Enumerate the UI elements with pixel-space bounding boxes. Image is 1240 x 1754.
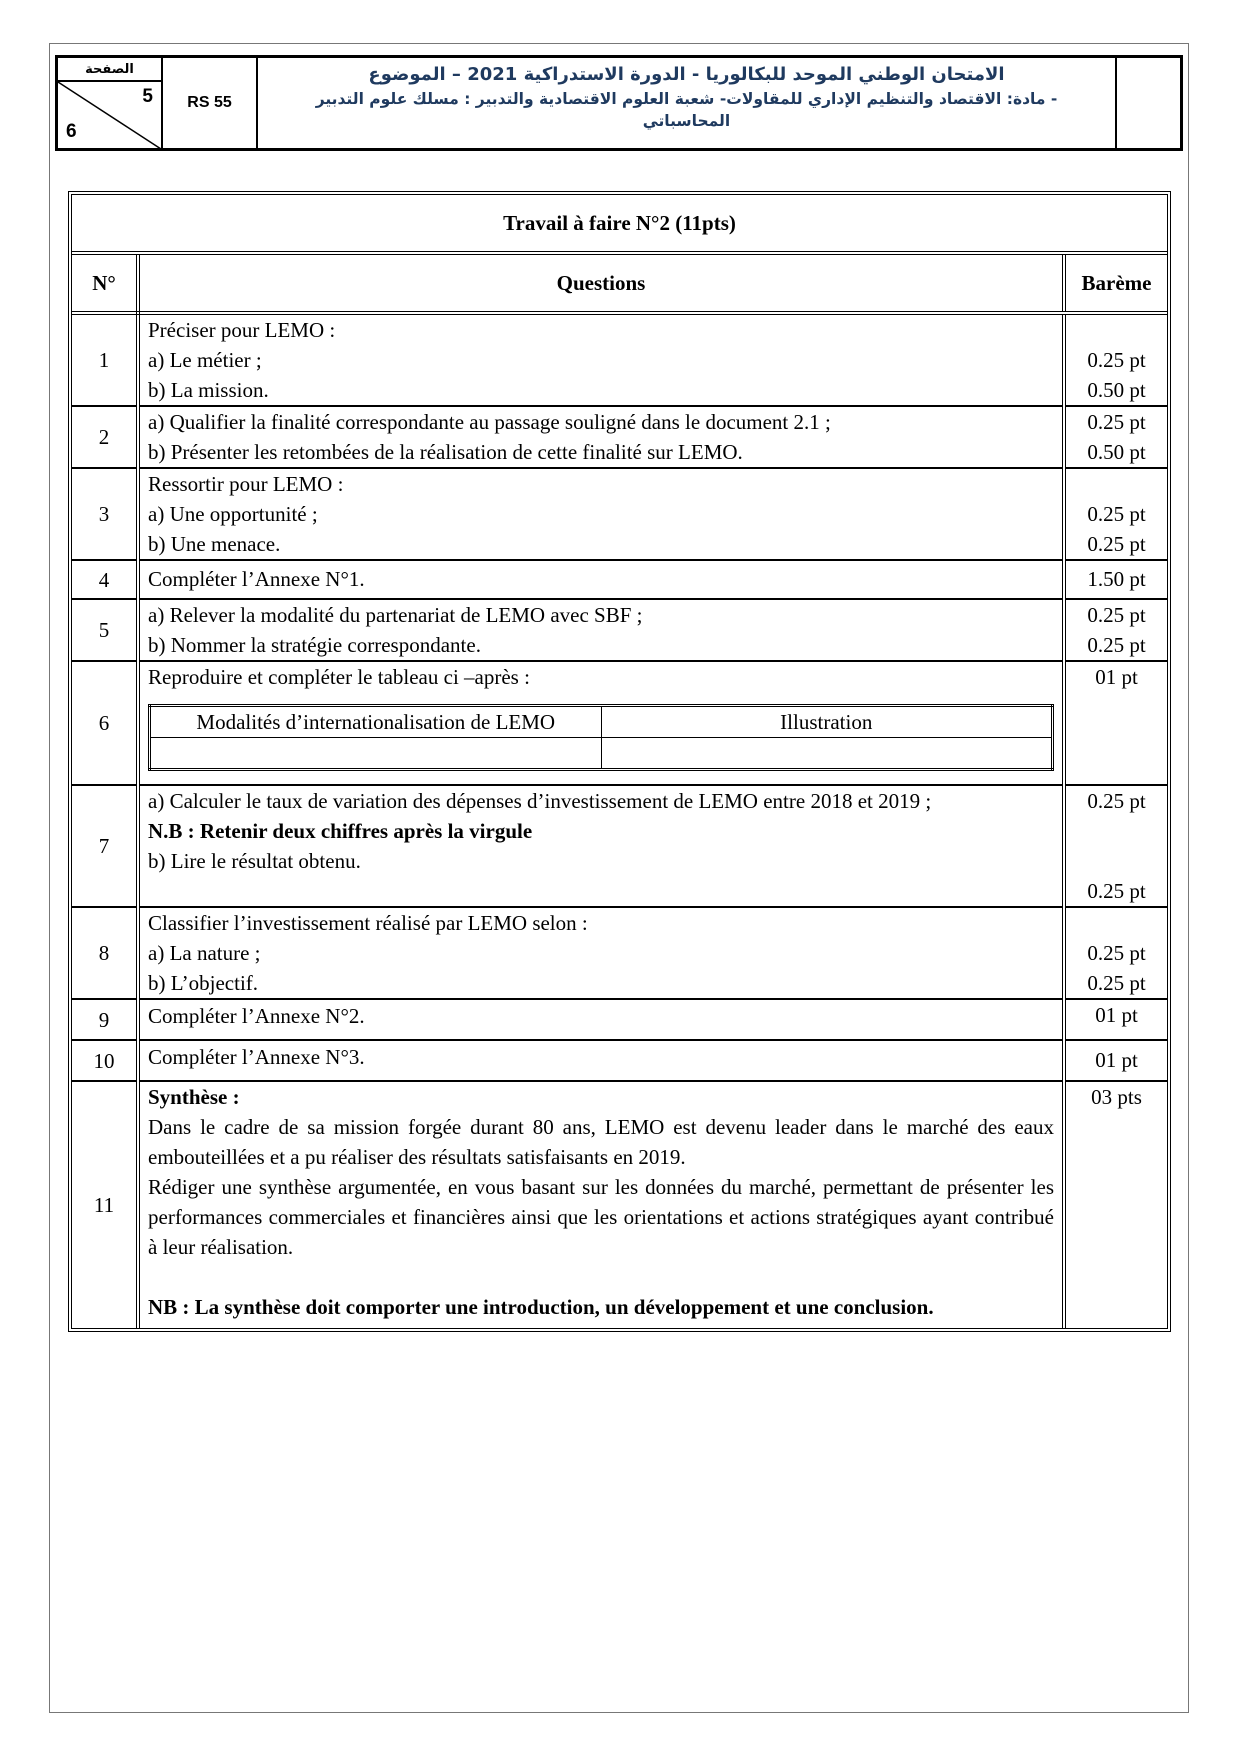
question-line: Compléter l’Annexe N°2. [148,1004,365,1028]
points-b: 0.25 pt [1087,633,1146,657]
exam-title [258,58,1117,148]
question-part-b: b) Nommer la stratégie correspondante. [148,633,481,657]
points: 01 pt [1095,665,1138,689]
points-a: 0.25 pt [1087,502,1146,526]
question-number: 11 [72,1081,138,1328]
question-number: 2 [72,406,138,468]
page-total: 6 [66,121,77,142]
synthesis-title: Synthèse : [148,1085,240,1109]
synthesis-instruction: Rédiger une synthèse argumentée, en vous basant sur les données du marché, permettant de présenter les performances commerciales et financières ainsi que les orientations et actions stratégiques ayant contribué à leur réalisation. [148,1175,1054,1259]
points-a: 0.25 pt [1087,348,1146,372]
points-b: 0.25 pt [1087,879,1146,903]
question-line: Compléter l’Annexe N°3. [148,1045,365,1069]
table-title: Travail à faire N°2 (11pts) [72,195,1167,255]
table-row [72,661,1167,785]
question-line: Compléter l’Annexe N°1. [148,567,365,591]
question-number: 8 [72,907,138,999]
exam-header [55,55,1183,151]
question-text [138,599,1064,661]
question-points [1064,313,1167,406]
points: 1.50 pt [1087,567,1146,591]
exam-title-line2: - مادة: الاقتصاد والتنظيم الإداري للمقاولات- شعبة العلوم الاقتصادية والتدبير : مسلك علوم التدبير المحاسباتي [315,90,1058,130]
table-row [72,785,1167,907]
inner-col-header-illustration: Illustration [601,706,1053,738]
questions-table [68,191,1171,1332]
question-part-b: b) L’objectif. [148,971,259,995]
question-part-a: a) Une opportunité ; [148,502,318,526]
question-part-a: a) La nature ; [148,941,261,965]
points: 01 pt [1095,1048,1138,1072]
question-part-b: b) La mission. [148,378,269,402]
synthesis-context: Dans le cadre de sa mission forgée durant 80 ans, LEMO est devenu leader dans le marché des eaux embouteillées et a pu réaliser des résultats satisfaisants en 2019. [148,1115,1054,1169]
question-part-b: b) Présenter les retombées de la réalisation de cette finalité sur LEMO. [148,440,743,464]
table-row [72,907,1167,999]
question-text [138,661,1064,785]
table-row [72,406,1167,468]
inner-empty-cell [601,738,1053,770]
question-part-b: b) Une menace. [148,532,281,556]
question-points [1064,599,1167,661]
question-text [138,313,1064,406]
question-points [1064,999,1167,1040]
question-text [138,1040,1064,1081]
table-row [72,1081,1167,1328]
table-row [72,1040,1167,1081]
question-text [138,560,1064,599]
points-b: 0.50 pt [1087,440,1146,464]
internationalisation-table [148,704,1054,771]
question-points [1064,468,1167,560]
question-note: N.B : Retenir deux chiffres après la virgule [148,819,533,843]
questions-grid [72,255,1167,1328]
exam-title-line1: الامتحان الوطني الموحد للبكالوريا - الدورة الاستدراكية 2021 – الموضوع [368,64,1005,85]
table-row [72,560,1167,599]
question-points [1064,785,1167,907]
points-a: 0.25 pt [1087,941,1146,965]
question-points [1064,907,1167,999]
synthesis-note: NB : La synthèse doit comporter une introduction, un développement et une conclusion. [148,1295,934,1319]
question-part-a: a) Qualifier la finalité correspondante au passage souligné dans le document 2.1 ; [148,410,831,434]
table-row [72,999,1167,1040]
question-text [138,785,1064,907]
question-number: 9 [72,999,138,1040]
table-row [72,468,1167,560]
points-b: 0.25 pt [1087,532,1146,556]
question-points [1064,1081,1167,1328]
question-number: 4 [72,560,138,599]
col-header-questions: Questions [138,255,1064,313]
question-part-a: a) Relever la modalité du partenariat de LEMO avec SBF ; [148,603,643,627]
question-part-a: a) Le métier ; [148,348,262,372]
question-intro: Préciser pour LEMO : [148,318,336,342]
question-points [1064,1040,1167,1081]
question-number: 7 [72,785,138,907]
question-text [138,999,1064,1040]
question-number: 5 [72,599,138,661]
header-empty-cell [1117,58,1180,148]
points-a: 0.25 pt [1087,789,1146,813]
question-number: 3 [72,468,138,560]
question-part-a: a) Calculer le taux de variation des dépenses d’investissement de LEMO entre 2018 et 2019 ; [148,789,932,813]
points-a: 0.25 pt [1087,410,1146,434]
table-row [72,599,1167,661]
page-label: الصفحة [58,60,161,82]
page-number: 5 [142,86,153,107]
points: 01 pt [1095,1003,1138,1027]
table-row [72,313,1167,406]
question-part-b: b) Lire le résultat obtenu. [148,849,361,873]
page-indicator [58,58,163,148]
exam-code: RS 55 [163,58,258,148]
inner-col-header-modalites: Modalités d’internationalisation de LEMO [150,706,602,738]
question-number: 1 [72,313,138,406]
points-a: 0.25 pt [1087,603,1146,627]
question-points [1064,560,1167,599]
question-points [1064,406,1167,468]
table-header-row [72,255,1167,313]
question-intro: Classifier l’investissement réalisé par LEMO selon : [148,911,588,935]
question-text [138,907,1064,999]
question-points [1064,661,1167,785]
question-text [138,468,1064,560]
question-number: 6 [72,661,138,785]
col-header-bareme: Barème [1064,255,1167,313]
question-number: 10 [72,1040,138,1081]
points-b: 0.50 pt [1087,378,1146,402]
col-header-num: N° [72,255,138,313]
inner-empty-cell [150,738,602,770]
points-b: 0.25 pt [1087,971,1146,995]
question-text [138,1081,1064,1328]
points: 03 pts [1091,1085,1142,1109]
question-intro: Ressortir pour LEMO : [148,472,344,496]
question-text [138,406,1064,468]
question-line: Reproduire et compléter le tableau ci –après : [148,665,530,689]
